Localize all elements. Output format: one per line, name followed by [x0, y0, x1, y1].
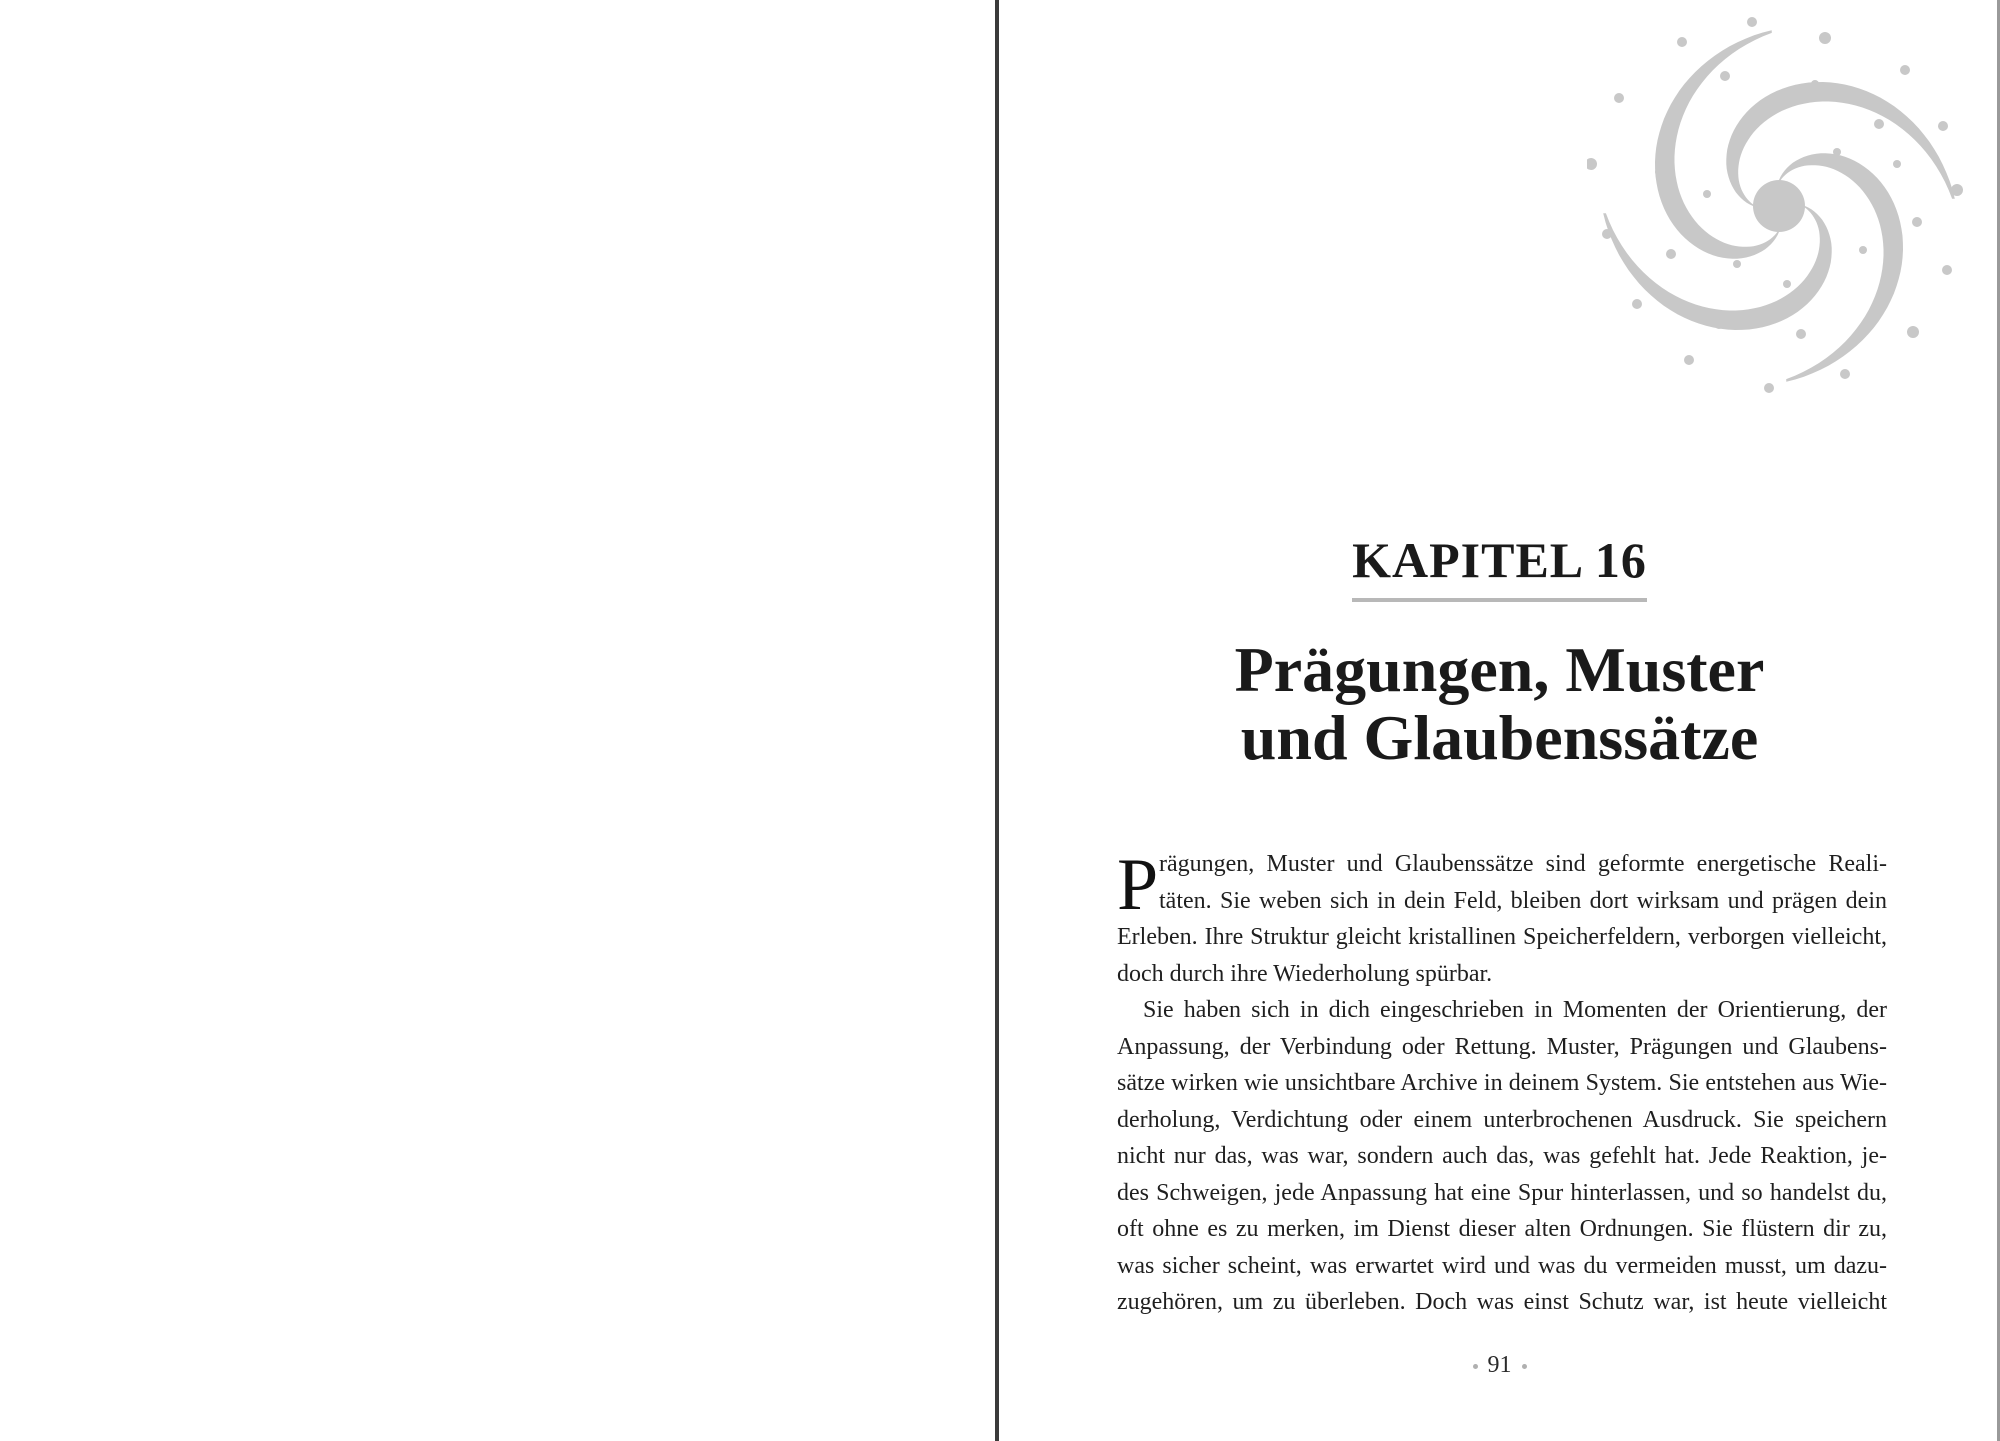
text-line: rägungen, Muster und Glaubenssätze sind geformte energetische Reali-	[1159, 851, 1887, 877]
right-page	[999, 0, 2000, 1441]
drop-cap: P	[1117, 844, 1159, 926]
star-dot	[1938, 121, 1948, 131]
star-dot	[1912, 217, 1922, 227]
spiral-arm	[1655, 30, 1779, 259]
text-line: derholung, Verdichtung oder einem unterbrochenen Ausdruck. Sie speichern	[1117, 1106, 1887, 1133]
text-line: Anpassung, der Verbindung oder Rettung. Muster, Prägungen und Glaubens-	[1117, 1033, 1887, 1060]
page-number-value: 91	[1487, 1352, 1512, 1378]
star-dot	[1874, 119, 1884, 129]
chapter-title-line-2: und Glaubenssätze	[1240, 702, 1759, 773]
spiral-arm	[1726, 82, 1955, 206]
spiral-arm	[1603, 206, 1832, 330]
star-dot	[1655, 168, 1663, 176]
page-number	[999, 1350, 2000, 1380]
text-line: doch durch ihre Wiederholung spürbar.	[1117, 960, 1493, 987]
star-dot	[1602, 229, 1612, 239]
text-line: was sicher scheint, was erwartet wird und was du vermeiden musst, um dazu-	[1117, 1252, 1887, 1279]
text-line: zugehören, um zu überleben. Doch was einst Schutz war, ist heute vielleicht	[1117, 1289, 1887, 1315]
star-dot	[1783, 280, 1791, 288]
text-line: oft ohne es zu merken, im Dienst dieser alten Ordnungen. Sie flüstern dir zu,	[1117, 1216, 1887, 1242]
star-dot	[1747, 17, 1757, 27]
star-dot	[1840, 369, 1850, 379]
page-number-dot-right	[1522, 1364, 1527, 1369]
chapter-label	[999, 528, 2000, 602]
star-dot	[1859, 246, 1867, 254]
star-dot	[1819, 32, 1831, 44]
star-dot	[1587, 158, 1597, 170]
star-dot	[1811, 80, 1819, 88]
star-dot	[1714, 319, 1724, 329]
galaxy-spiral-icon	[1587, 14, 1971, 398]
star-dot	[1764, 383, 1774, 393]
left-page-blank	[0, 0, 995, 1441]
paragraph-1	[1117, 846, 1887, 992]
star-dot	[1907, 326, 1919, 338]
text-line: nicht nur das, was war, sondern auch das, was gefehlt hat. Jede Reaktion, je-	[1117, 1143, 1887, 1169]
spiral-arm	[1779, 153, 1903, 381]
text-line: Erleben. Ihre Struktur gleicht kristallinen Speicherfeldern, verborgen vielleicht,	[1117, 924, 1887, 950]
star-dot	[1733, 260, 1741, 268]
star-dot	[1677, 37, 1687, 47]
text-line: täten. Sie weben sich in dein Feld, bleiben dort wirksam und prägen dein	[1159, 887, 1887, 914]
star-dot	[1893, 160, 1901, 168]
star-dot	[1878, 291, 1888, 301]
chapter-label-text: KAPITEL 16	[1352, 528, 1647, 602]
star-dot	[1900, 65, 1910, 75]
star-dot	[1720, 71, 1730, 81]
chapter-title-line-1: Prägungen, Muster	[1234, 634, 1765, 705]
chapter-body-text	[1117, 846, 1887, 1321]
star-dot	[1632, 299, 1642, 309]
star-dot	[1684, 355, 1694, 365]
star-dot	[1951, 184, 1963, 196]
paragraph-2	[1117, 992, 1887, 1321]
text-line: sätze wirken wie unsichtbare Archive in deinem System. Sie entstehen aus Wie-	[1117, 1070, 1887, 1096]
star-dot	[1942, 265, 1952, 275]
text-line: des Schweigen, jede Anpassung hat eine Spur hinterlassen, und so handelst du,	[1117, 1179, 1887, 1206]
text-line: Sie haben sich in dich eingeschrieben in Momenten der Orientierung, der	[1143, 997, 1887, 1023]
star-dot	[1666, 249, 1676, 259]
star-dot	[1796, 329, 1806, 339]
star-dot	[1833, 148, 1841, 156]
chapter-title	[999, 636, 2000, 772]
star-dot	[1703, 190, 1711, 198]
spiral-core	[1753, 180, 1805, 232]
star-dot	[1614, 93, 1624, 103]
page-number-dot-left	[1473, 1364, 1478, 1369]
